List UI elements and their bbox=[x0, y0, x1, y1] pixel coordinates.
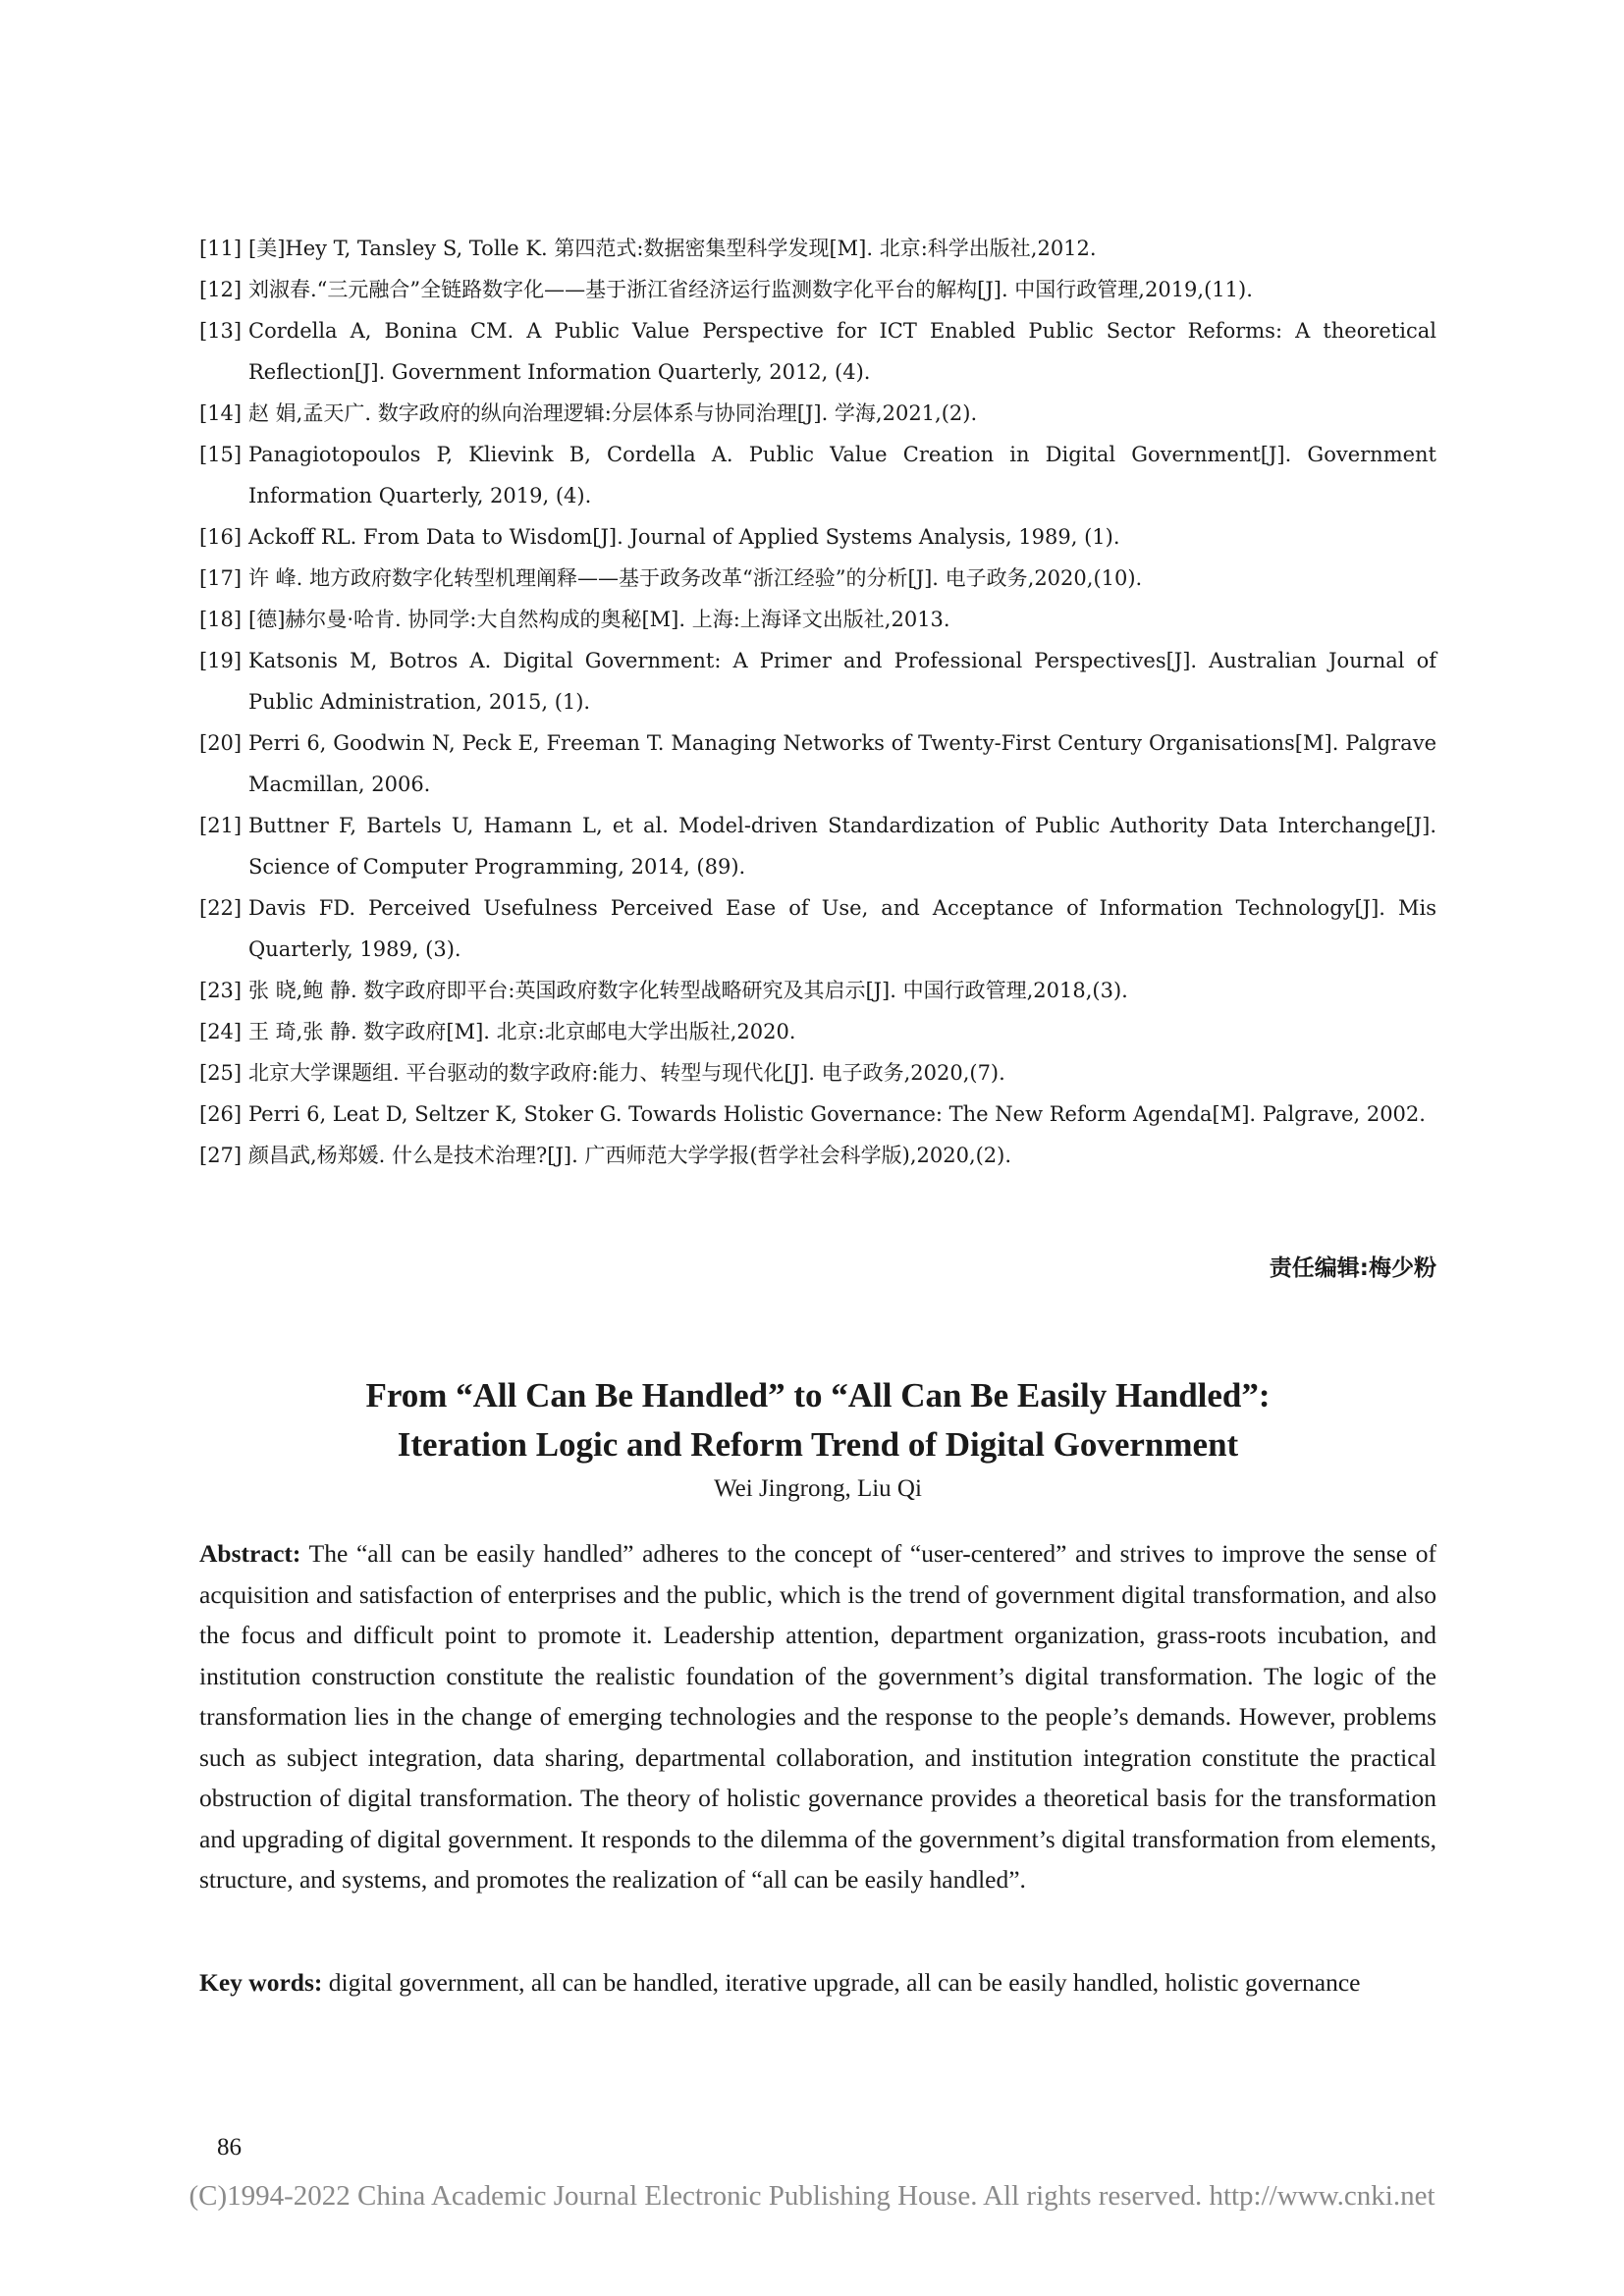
abstract bbox=[199, 1533, 1436, 1900]
reference-text: Buttner F, Bartels U, Hamann L, et al. Model-driven Standardization of Public Authority Data Interchange[J]. Science of Computer Programming, 2014, (89). bbox=[248, 814, 1436, 879]
reference-text: Ackoff RL. From Data to Wisdom[J]. Journal of Applied Systems Analysis, 1989, (1). bbox=[248, 525, 1120, 549]
copyright-footer: (C)1994-2022 China Academic Journal Electronic Publishing House. All rights reserved. http://www.cnki.net bbox=[189, 2180, 1435, 2212]
reference-text: Davis FD. Perceived Usefulness Perceived Ease of Use, and Acceptance of Information Technology[J]. Mis Quarterly, 1989, (3). bbox=[248, 896, 1436, 961]
reference-list bbox=[199, 228, 1436, 1176]
reference-number: [22] bbox=[199, 896, 243, 920]
reference-text: Cordella A, Bonina CM. A Public Value Perspective for ICT Enabled Public Sector Reforms: A theoretical Reflection[J]. Government Information Quarterly, 2012, (4). bbox=[248, 319, 1436, 384]
reference-item bbox=[199, 228, 1436, 269]
reference-item bbox=[199, 310, 1436, 393]
title-line-2: Iteration Logic and Reform Trend of Digital Government bbox=[397, 1425, 1239, 1464]
reference-text: 张 晓,鲍 静. 数字政府即平台:英国政府数字化转型战略研究及其启示[J]. 中国行政管理,2018,(3). bbox=[248, 979, 1128, 1002]
reference-item bbox=[199, 805, 1436, 887]
reference-text: Panagiotopoulos P, Klievink B, Cordella A. Public Value Creation in Digital Government[J]. Government Information Quarterly, 2019, (4). bbox=[248, 443, 1436, 507]
title-line-1: From “All Can Be Handled” to “All Can Be Easily Handled”: bbox=[365, 1376, 1271, 1415]
reference-number: [15] bbox=[199, 443, 243, 466]
reference-text: [德]赫尔曼·哈肯. 协同学:大自然构成的奥秘[M]. 上海:上海译文出版社,2013. bbox=[248, 608, 950, 631]
reference-number: [12] bbox=[199, 278, 243, 301]
reference-text: 王 琦,张 静. 数字政府[M]. 北京:北京邮电大学出版社,2020. bbox=[248, 1020, 796, 1043]
abstract-label: Abstract: bbox=[199, 1539, 301, 1568]
responsible-editor: 责任编辑:梅少粉 bbox=[1269, 1255, 1436, 1281]
reference-number: [27] bbox=[199, 1144, 243, 1167]
keywords-label: Key words: bbox=[199, 1968, 323, 1997]
reference-number: [25] bbox=[199, 1061, 243, 1085]
reference-item bbox=[199, 558, 1436, 599]
reference-item bbox=[199, 887, 1436, 970]
reference-item bbox=[199, 1011, 1436, 1052]
reference-item bbox=[199, 1135, 1436, 1176]
reference-item bbox=[199, 970, 1436, 1011]
reference-number: [20] bbox=[199, 731, 243, 755]
reference-text: 北京大学课题组. 平台驱动的数字政府:能力、转型与现代化[J]. 电子政务,2020,(7). bbox=[248, 1061, 1005, 1085]
reference-number: [19] bbox=[199, 649, 243, 672]
reference-item bbox=[199, 393, 1436, 434]
reference-number: [24] bbox=[199, 1020, 243, 1043]
reference-text: 刘淑春.“三元融合”全链路数字化——基于浙江省经济运行监测数字化平台的解构[J]. 中国行政管理,2019,(11). bbox=[248, 278, 1253, 301]
reference-item bbox=[199, 1052, 1436, 1094]
keywords-text: digital government, all can be handled, iterative upgrade, all can be easily handled, holistic governance bbox=[328, 1968, 1361, 1997]
reference-number: [26] bbox=[199, 1102, 243, 1126]
reference-item bbox=[199, 516, 1436, 558]
reference-number: [14] bbox=[199, 401, 243, 425]
abstract-text: The “all can be easily handled” adheres to the concept of “user-centered” and strives to improve the sense of acquisition and satisfaction of enterprises and the public, which is the trend of government digital transformation, and also the focus and difficult point to promote it. Leadership attention, department organization, grass-roots incubation, and institution construction constitute the realistic foundation of the government’s digital transformation. The logic of the transformation lies in the change of emerging technologies and the response to the people’s demands. However, problems such as subject integration, data sharing, departmental collaboration, and institution integration constitute the practical obstruction of digital transformation. The theory of holistic governance provides a theoretical basis for the transformation and upgrading of digital government. It responds to the dilemma of the government’s digital transformation from elements, structure, and systems, and promotes the realization of “all can be easily handled”. bbox=[199, 1539, 1436, 1894]
reference-item bbox=[199, 599, 1436, 640]
reference-item bbox=[199, 1094, 1436, 1135]
reference-text: [美]Hey T, Tansley S, Tolle K. 第四范式:数据密集型科学发现[M]. 北京:科学出版社,2012. bbox=[248, 237, 1097, 260]
reference-number: [18] bbox=[199, 608, 243, 631]
page-number: 86 bbox=[217, 2134, 242, 2161]
reference-text: 赵 娟,孟天广. 数字政府的纵向治理逻辑:分层体系与协同治理[J]. 学海,2021,(2). bbox=[248, 401, 978, 425]
reference-number: [16] bbox=[199, 525, 243, 549]
english-title bbox=[199, 1371, 1436, 1469]
reference-item bbox=[199, 722, 1436, 805]
reference-text: Perri 6, Goodwin N, Peck E, Freeman T. Managing Networks of Twenty-First Century Organisations[M]. Palgrave Macmillan, 2006. bbox=[248, 731, 1436, 796]
reference-item bbox=[199, 269, 1436, 310]
reference-text: Perri 6, Leat D, Seltzer K, Stoker G. Towards Holistic Governance: The New Reform Agenda[M]. Palgrave, 2002. bbox=[248, 1102, 1426, 1126]
reference-item bbox=[199, 434, 1436, 516]
reference-number: [11] bbox=[199, 237, 243, 260]
reference-number: [23] bbox=[199, 979, 243, 1002]
reference-text: 颜昌武,杨郑媛. 什么是技术治理?[J]. 广西师范大学学报(哲学社会科学版),2020,(2). bbox=[248, 1144, 1012, 1167]
reference-number: [13] bbox=[199, 319, 243, 343]
reference-number: [17] bbox=[199, 566, 243, 590]
authors: Wei Jingrong, Liu Qi bbox=[714, 1475, 922, 1502]
keywords bbox=[199, 1962, 1436, 2003]
reference-text: Katsonis M, Botros A. Digital Government: A Primer and Professional Perspectives[J]. Australian Journal of Public Administration, 2015, (1). bbox=[248, 649, 1436, 714]
reference-item bbox=[199, 640, 1436, 722]
reference-number: [21] bbox=[199, 814, 243, 837]
reference-text: 许 峰. 地方政府数字化转型机理阐释——基于政务改革“浙江经验”的分析[J]. 电子政务,2020,(10). bbox=[248, 566, 1143, 590]
